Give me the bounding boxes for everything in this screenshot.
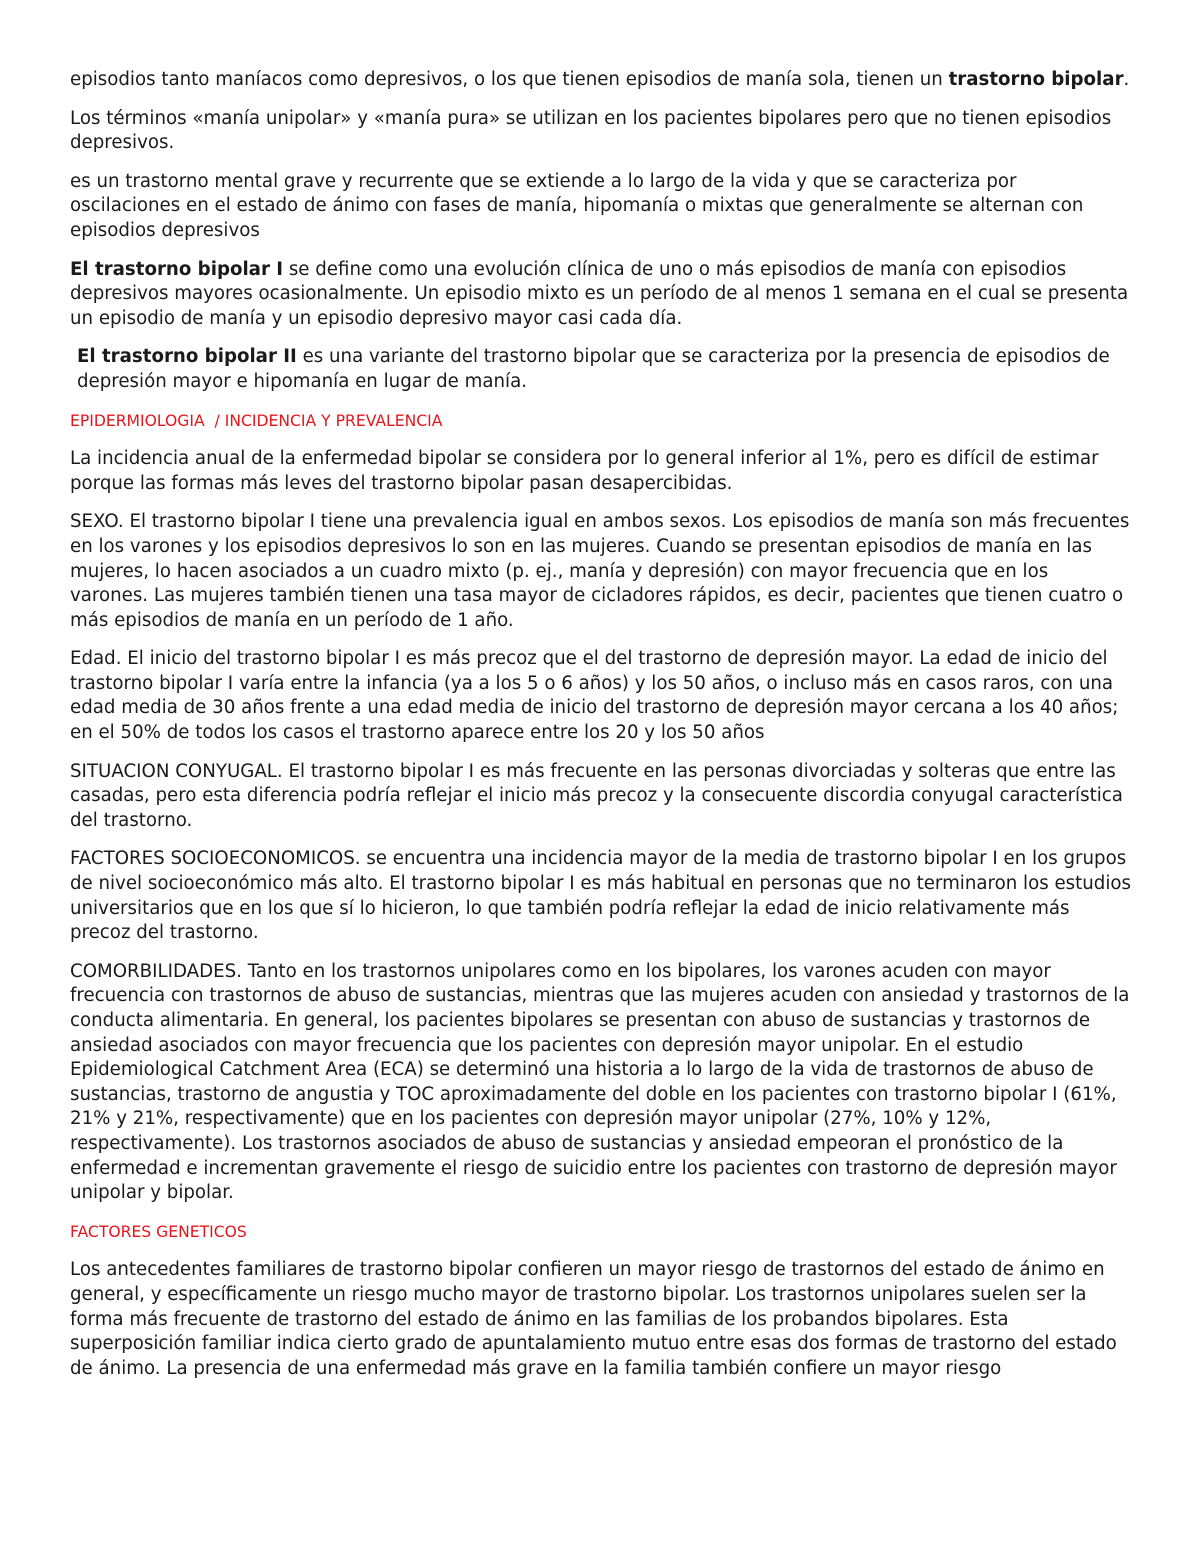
bold-term: El trastorno bipolar I xyxy=(70,258,284,280)
paragraph-age: Edad. El inicio del trastorno bipolar I es más precoz que el del trastorno de depresión mayor. La edad de inicio del trastorno bipolar I varía entre la infancia (ya a los 5 o 6 años) y los 50 años, o incluso más en casos raros, con una edad media de 30 años frente a una edad media de inicio del trastorno de depresión mayor cercana a los 40 años; en el 50% de todos los casos el trastorno aparece entre los 20 y los 50 años xyxy=(70,648,1119,744)
paragraph-mania-terms: Los términos «manía unipolar» y «manía pura» se utilizan en los pacientes bipolares pero que no tienen episodios depresivos. xyxy=(70,107,1112,154)
paragraph-bipolar-intro xyxy=(70,68,1132,93)
paragraph-sex: SEXO. El trastorno bipolar I tiene una prevalencia igual en ambos sexos. Los episodios de manía son más frecuentes en los varones y los episodios depresivos lo son en las mujeres. Cuando se presentan episodios de manía en las mujeres, lo hacen asociados a un cuadro mixto (p. ej., manía y depresión) con mayor frecuencia que en los varones. Las mujeres también tienen una tasa mayor de cicladores rápidos, es decir, pacientes que tienen cuatro o más episodios de manía en un período de 1 año. xyxy=(70,511,1130,631)
bold-term: trastorno bipolar xyxy=(948,69,1124,90)
paragraph-marital-status: SITUACION CONYUGAL. El trastorno bipolar I es más frecuente en las personas divorciadas y solteras que entre las casadas, pero esta diferencia podría reflejar el inicio más precoz y la consecuente discordia conyugal característica del trastorno. xyxy=(70,760,1123,831)
document-page xyxy=(70,68,1132,1395)
bold-term: El trastorno bipolar II xyxy=(77,346,297,368)
paragraph-comorbidities: COMORBILIDADES. Tanto en los trastornos unipolares como en los bipolares, los varones acuden con mayor frecuencia con trastornos de abuso de sustancias, mientras que las mujeres acuden con ansiedad y trastornos de la conducta alimentaria. En general, los pacientes bipolares se presentan con abuso de sustancias y trastornos de ansiedad asociados con mayor frecuencia que los pacientes con depresión mayor unipolar. En el estudio Epidemiological Catchment Area (ECA) se determinó una historia a lo largo de la vida de trastornos de abuso de sustancias, trastorno de angustia y TOC aproximadamente del doble en los pacientes con trastorno bipolar I (61%, 21% y 21%, respectivamente) que en los pacientes con depresión mayor unipolar (27%, 10% y 12%, respectivamente). Los trastornos asociados de abuso de sustancias y ansiedad empeoran el pronóstico de la enfermedad e incrementan gravemente el riesgo de suicidio entre los pacientes con trastorno de depresión mayor unipolar y bipolar. xyxy=(70,960,1130,1204)
paragraph-definition: es un trastorno mental grave y recurrente que se extiende a lo largo de la vida y que se caracteriza por oscilaciones en el estado de ánimo con fases de manía, hipomanía o mixtas que generalmente se alternan con episodios depresivos xyxy=(70,170,1084,241)
paragraph-socioeconomic: FACTORES SOCIOECONOMICOS. se encuentra una incidencia mayor de la media de trastorno bipolar I en los grupos de nivel socioeconómico más alto. El trastorno bipolar I es más habitual en personas que no terminaron los estudios universitarios que en los que sí lo hicieron, lo que también podría reflejar la edad de inicio relativamente más precoz del trastorno. xyxy=(70,848,1132,944)
paragraph-text: episodios tanto maníacos como depresivos, o los que tienen episodios de manía sola, tienen un xyxy=(70,69,949,90)
paragraph-text: es una variante del trastorno bipolar que se caracteriza por la presencia de episodios de depresión mayor e hipomanía en lugar de manía. xyxy=(77,346,1110,392)
paragraph-bipolar-i xyxy=(70,258,1132,332)
paragraph-genetics: Los antecedentes familiares de trastorno bipolar confieren un mayor riesgo de trastornos del estado de ánimo en general, y específicamente un riesgo mucho mayor de trastorno bipolar. Los trastornos unipolares suelen ser la forma más frecuente de trastorno del estado de ánimo en las familias de los probandos bipolares. Esta superposición familiar indica cierto grado de apuntalamiento mutuo entre esas dos formas de trastorno del estado de ánimo. La presencia de una enfermedad más grave en la familia también confiere un mayor riesgo xyxy=(70,1259,1117,1379)
paragraph-text: se define como una evolución clínica de uno o más episodios de manía con episodios depresivos mayores ocasionalmente. Un episodio mixto es un período de al menos 1 semana en el cual se presenta un episodio de manía y un episodio depresivo mayor casi cada día. xyxy=(70,258,1129,329)
section-heading-epidemiology: EPIDERMIOLOGIA / INCIDENCIA Y PREVALENCIA xyxy=(70,411,443,430)
paragraph-incidence: La incidencia anual de la enfermedad bipolar se considera por lo general inferior al 1%, pero es difícil de estimar porque las formas más leves del trastorno bipolar pasan desapercibidas. xyxy=(70,448,1099,494)
paragraph-bipolar-ii xyxy=(70,345,1132,394)
paragraph-tail: . xyxy=(1123,69,1130,90)
section-heading-genetics: FACTORES GENETICOS xyxy=(70,1222,247,1241)
